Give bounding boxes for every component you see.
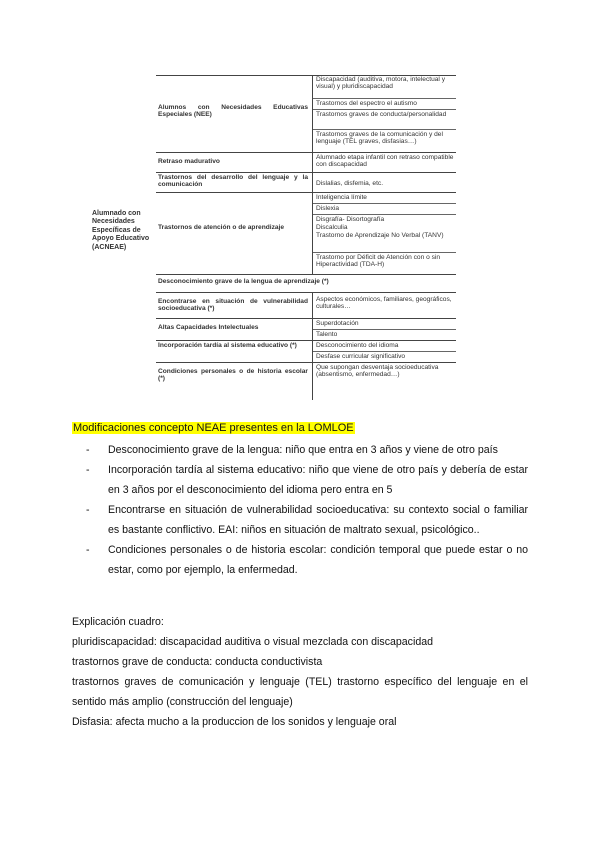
table-rule: [312, 329, 456, 330]
sub-lenguaje-1: Dislalias, disfemia, etc.: [316, 180, 384, 187]
table-rule: [312, 214, 456, 215]
sub-atencion-1: Inteligencia límite: [316, 194, 367, 201]
bullet-text: Encontrarse en situación de vulnerabilidad socioeducativa: su contexto social o familiar es bastante conflictivo. EAI: niños en situación de maltrato sexual, psicológico..: [108, 504, 528, 536]
sub-nee-2: Trastornos del espectro el autismo: [316, 100, 417, 107]
table-rule: [156, 292, 456, 293]
table-rule: [312, 109, 456, 110]
table-rule: [312, 75, 313, 274]
cat-nee: Alumnos con Necesidades Educativas Especiales (NEE): [158, 104, 308, 119]
sub-atencion-5: Trastorno de Aprendizaje No Verbal (TANV): [316, 232, 444, 239]
list-item: [72, 440, 528, 460]
sub-vulnerabilidad-1: Aspectos económicos, familiares, geográficos, culturales…: [316, 296, 452, 311]
cat-retraso: Retraso madurativo: [158, 158, 220, 165]
explanation-title: Explicación cuadro:: [72, 616, 164, 628]
explanation-section: [72, 612, 528, 732]
sub-nee-4: Trastornos graves de la comunicación y del lenguaje (TEL graves, disfasias…): [316, 131, 443, 146]
list-item: [72, 540, 528, 580]
table-rule: [156, 274, 456, 275]
list-item: [72, 500, 528, 540]
table-rule: [156, 172, 456, 173]
sub-altas-1: Superdotación: [316, 320, 359, 327]
bullet-marker: -: [86, 464, 90, 476]
bullet-marker: -: [86, 544, 90, 556]
lomloe-bullet-list: [72, 440, 528, 580]
sub-atencion-3: Disgrafía- Disortografía: [316, 216, 385, 223]
cat-desconocimiento: Desconocimiento grave de la lengua de aprendizaje (*): [158, 278, 329, 285]
table-rule: [156, 362, 456, 363]
table-rule: [312, 292, 313, 400]
cat-incorporacion: Incorporación tardía al sistema educativo (*): [158, 342, 297, 349]
sub-retraso-1: Alumnado etapa infantil con retraso compatible con discapacidad: [316, 154, 454, 169]
table-rule: [156, 192, 456, 193]
sub-nee-3: Trastornos graves de conducta/personalidad: [316, 111, 447, 118]
bullet-text: Condiciones personales o de historia escolar: condición temporal que puede estar o no estar, como por ejemplo, la enfermedad.: [108, 544, 528, 576]
cat-atencion: Trastornos de atención o de aprendizaje: [158, 224, 285, 231]
table-rule: [156, 318, 456, 319]
sub-atencion-2: Dislexia: [316, 205, 340, 212]
bullet-text: Incorporación tardía al sistema educativo: niño que viene de otro país y debería de estar en 3 años por el desconocimiento del idioma pero entra en 5: [108, 464, 528, 496]
explanation-line: Disfasia: afecta mucho a la produccion de los sonidos y lenguaje oral: [72, 716, 397, 728]
table-rule: [156, 152, 456, 153]
explanation-line: pluridiscapacidad: discapacidad auditiva o visual mezclada con discapacidad: [72, 636, 433, 648]
sub-incorporacion-2: Desfase curricular significativo: [316, 353, 406, 360]
sub-altas-2: Talento: [316, 331, 338, 338]
bullet-marker: -: [86, 504, 90, 516]
cat-condiciones: Condiciones personales o de historia escolar (*): [158, 368, 308, 383]
cat-lenguaje: Trastornos del desarrollo del lenguaje y la comunicación: [158, 174, 308, 189]
table-rule: [312, 252, 456, 253]
lomloe-heading: Modificaciones concepto NEAE presentes en la LOMLOE: [73, 422, 354, 434]
table-rule: [312, 98, 456, 99]
sub-condiciones-1: Que supongan desventaja socioeducativa (absentismo, enfermedad…): [316, 364, 439, 379]
sub-incorporacion-1: Desconocimiento del idioma: [316, 342, 399, 349]
acneae-table: [90, 72, 470, 404]
table-rule: [312, 203, 456, 204]
table-rule: [312, 129, 456, 130]
sub-nee-1: Discapacidad (auditiva, motora, intelectual y visual) y pluridiscapacidad: [316, 76, 446, 91]
sub-atencion-4: Discalculia: [316, 224, 348, 231]
cat-vulnerabilidad: Encontrarse en situación de vulnerabilidad socioeducativa (*): [158, 298, 308, 313]
table-rule: [156, 340, 456, 341]
bullet-text: Desconocimiento grave de la lengua: niño que entra en 3 años y viene de otro país: [108, 444, 498, 456]
cat-altas: Altas Capacidades Intelectuales: [158, 324, 259, 331]
explanation-line: trastornos graves de comunicación y lenguaje (TEL) trastorno específico del lenguaje en el sentido más amplio (construcción del lenguaje): [72, 676, 528, 708]
table-rule: [312, 351, 456, 352]
bullet-marker: -: [86, 444, 90, 456]
explanation-line: trastornos grave de conducta: conducta conductivista: [72, 656, 323, 668]
list-item: [72, 460, 528, 500]
sub-atencion-6: Trastorno por Déficit de Atención con o sin Hiperactividad (TDA-H): [316, 254, 441, 269]
table-side-label: Alumnado con Necesidades Específicas de Apoyo Educativo (ACNEAE): [92, 210, 150, 251]
